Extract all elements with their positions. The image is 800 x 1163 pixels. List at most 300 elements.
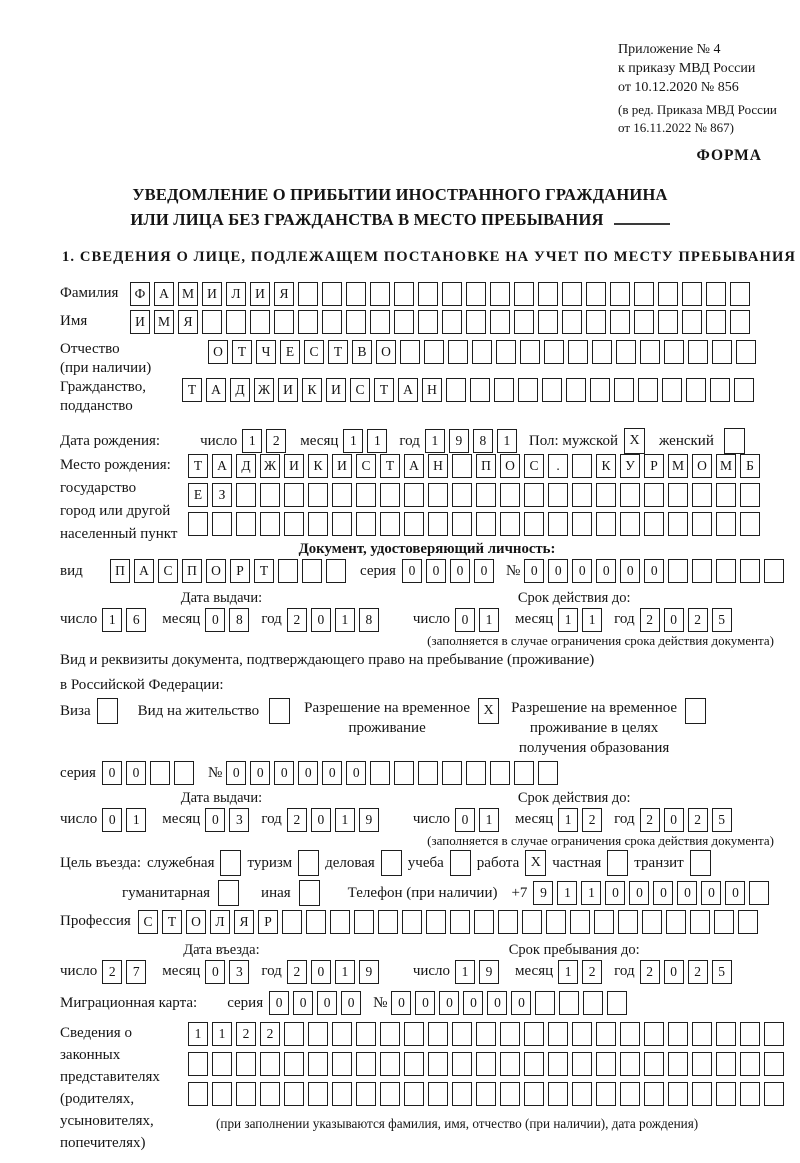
char-box: 7 xyxy=(126,960,146,984)
char-box: Р xyxy=(230,559,250,583)
char-box xyxy=(586,282,606,306)
char-box xyxy=(448,340,468,364)
char-box xyxy=(559,991,579,1015)
char-box: 2 xyxy=(688,960,708,984)
char-box xyxy=(282,910,302,934)
char-box xyxy=(476,1052,496,1076)
char-box xyxy=(610,282,630,306)
char-box xyxy=(202,310,222,334)
char-box xyxy=(682,310,702,334)
representatives-label: Сведения о законных представителях (родителях, усыновителях, попечителях) xyxy=(60,1025,160,1151)
stay-doc-line2: в Российской Федерации: xyxy=(60,677,224,693)
char-box xyxy=(424,340,444,364)
char-box xyxy=(496,340,516,364)
char-box xyxy=(380,483,400,507)
char-box xyxy=(734,378,754,402)
char-box: 1 xyxy=(126,808,146,832)
char-box: 1 xyxy=(335,808,355,832)
day-label: число xyxy=(412,811,451,827)
year-label: год xyxy=(261,611,282,627)
char-box: Н xyxy=(428,454,448,478)
char-box xyxy=(572,512,592,536)
char-box: Ф xyxy=(130,282,150,306)
char-box xyxy=(706,310,726,334)
char-box: У xyxy=(620,454,640,478)
char-box: 0 xyxy=(572,559,592,583)
identity-issue-month-boxes xyxy=(205,608,253,632)
char-box: Т xyxy=(328,340,348,364)
char-box: 2 xyxy=(640,960,660,984)
char-box: С xyxy=(138,910,158,934)
purpose-extra-row xyxy=(60,880,794,906)
char-box xyxy=(356,512,376,536)
char-box: А xyxy=(404,454,424,478)
stay-doc-issue-month-boxes xyxy=(205,808,253,832)
identity-doc-type-label: вид xyxy=(60,562,83,579)
identity-issue-day-boxes xyxy=(102,608,150,632)
patronymic-label-line2: (при наличии) xyxy=(60,360,152,376)
char-box xyxy=(764,559,784,583)
stay-doc-series-boxes xyxy=(102,761,198,785)
char-box xyxy=(740,512,760,536)
char-box xyxy=(644,512,664,536)
appendix-line: Приложение № 4 xyxy=(618,42,721,57)
stay-doc-series-row xyxy=(60,760,794,786)
char-box xyxy=(546,910,566,934)
char-box xyxy=(566,378,586,402)
temp-residence-label: Разрешение на временное проживание xyxy=(304,700,471,736)
char-box: Р xyxy=(644,454,664,478)
char-box xyxy=(498,910,518,934)
char-box xyxy=(250,310,270,334)
char-box xyxy=(428,1082,448,1106)
day-label: число xyxy=(60,963,98,979)
char-box xyxy=(322,310,342,334)
patronymic-label-line1: Отчество xyxy=(60,341,120,357)
char-box xyxy=(418,761,438,785)
char-box xyxy=(740,483,760,507)
char-box xyxy=(548,1052,568,1076)
char-box xyxy=(716,512,736,536)
char-box xyxy=(428,1052,448,1076)
male-checkbox: X xyxy=(624,428,645,454)
char-box xyxy=(446,378,466,402)
char-box: 0 xyxy=(311,808,331,832)
char-box: О xyxy=(206,559,226,583)
phone-boxes xyxy=(533,881,773,905)
char-box xyxy=(212,1052,232,1076)
identity-doc-number-boxes xyxy=(524,559,788,583)
char-box: 0 xyxy=(677,881,697,905)
char-box xyxy=(596,483,616,507)
entry-date xyxy=(60,942,383,984)
year-label: год xyxy=(614,811,635,827)
char-box xyxy=(668,1082,688,1106)
migration-card-row xyxy=(60,990,794,1016)
profession-label: Профессия xyxy=(60,913,131,929)
char-box xyxy=(572,483,592,507)
stay-doc-issue-year-boxes xyxy=(287,808,383,832)
char-box: Е xyxy=(188,483,208,507)
birth-place-boxes-row2 xyxy=(188,483,764,507)
char-box: О xyxy=(500,454,520,478)
revision-line: от 16.11.2022 № 867) xyxy=(618,120,735,135)
char-box xyxy=(188,1052,208,1076)
char-box: И xyxy=(278,378,298,402)
birth-place-row xyxy=(60,454,794,542)
char-box: Б xyxy=(740,454,760,478)
birth-place-label-line2: государство xyxy=(60,480,137,496)
char-box: 2 xyxy=(287,808,307,832)
representatives-boxes-row3 xyxy=(188,1082,788,1106)
char-box: 2 xyxy=(266,429,286,453)
char-box xyxy=(428,1022,448,1046)
temp-residence-education-label: Разрешение на временное проживание в целях получения образования xyxy=(511,700,678,756)
char-box: 1 xyxy=(188,1022,208,1046)
char-box xyxy=(716,1022,736,1046)
temp-residence-education-checkbox xyxy=(685,698,706,724)
char-box: 0 xyxy=(455,808,475,832)
char-box: 0 xyxy=(644,559,664,583)
residence-permit-checkbox xyxy=(269,698,290,724)
char-box xyxy=(394,310,414,334)
title-blank-line xyxy=(614,210,670,225)
char-box: 0 xyxy=(311,608,331,632)
purpose-private-label: частная xyxy=(552,854,602,871)
char-box: 0 xyxy=(548,559,568,583)
birth-month-boxes xyxy=(343,429,391,453)
char-box: 1 xyxy=(479,808,499,832)
char-box xyxy=(710,378,730,402)
citizenship-label-line2: подданство xyxy=(60,398,133,414)
char-box xyxy=(572,1052,592,1076)
char-box: 9 xyxy=(533,881,553,905)
char-box: Я xyxy=(234,910,254,934)
char-box xyxy=(664,340,684,364)
identity-valid-year-boxes xyxy=(640,608,736,632)
char-box: 0 xyxy=(322,761,342,785)
char-box: С xyxy=(356,454,376,478)
stay-doc-valid-date xyxy=(413,790,736,832)
char-box xyxy=(568,340,588,364)
char-box: Т xyxy=(374,378,394,402)
migration-card-number-boxes xyxy=(391,991,631,1015)
char-box: 0 xyxy=(274,761,294,785)
representatives-note: (при заполнении указываются фамилия, имя, отчество (при наличии), дата рождения) xyxy=(216,1116,699,1131)
entry-year-boxes xyxy=(287,960,383,984)
char-box: 1 xyxy=(242,429,262,453)
month-label: месяц xyxy=(515,963,554,979)
char-box xyxy=(472,340,492,364)
char-box xyxy=(688,340,708,364)
char-box xyxy=(356,1082,376,1106)
char-box: . xyxy=(548,454,568,478)
char-box xyxy=(452,454,472,478)
char-box xyxy=(284,1052,304,1076)
char-box: 0 xyxy=(415,991,435,1015)
char-box: 2 xyxy=(640,808,660,832)
char-box: О xyxy=(692,454,712,478)
char-box: 0 xyxy=(293,991,313,1015)
birth-place-boxes-row1 xyxy=(188,454,764,478)
char-box xyxy=(490,761,510,785)
char-box xyxy=(740,1082,760,1106)
year-label: год xyxy=(614,611,635,627)
purpose-work-label: работа xyxy=(476,854,520,871)
char-box xyxy=(716,559,736,583)
number-label: № xyxy=(505,562,521,579)
char-box: 1 xyxy=(581,881,601,905)
char-box: Д xyxy=(236,454,256,478)
char-box: И xyxy=(326,378,346,402)
birth-place-label-line3: город или другой xyxy=(60,503,171,519)
char-box xyxy=(518,378,538,402)
char-box: 0 xyxy=(402,559,422,583)
identity-valid-month-boxes xyxy=(558,608,606,632)
char-box: Р xyxy=(258,910,278,934)
char-box xyxy=(306,910,326,934)
birth-date-label: Дата рождения: xyxy=(60,432,161,449)
char-box xyxy=(538,761,558,785)
char-box xyxy=(634,282,654,306)
char-box: 1 xyxy=(212,1022,232,1046)
char-box xyxy=(308,1082,328,1106)
char-box xyxy=(346,310,366,334)
surname-boxes xyxy=(130,282,754,306)
char-box xyxy=(476,1022,496,1046)
char-box: 2 xyxy=(287,960,307,984)
profession-boxes xyxy=(138,910,762,934)
number-label: № xyxy=(207,764,223,781)
char-box xyxy=(404,1022,424,1046)
form-title-line1: УВЕДОМЛЕНИЕ О ПРИБЫТИИ ИНОСТРАННОГО ГРАЖДАНИНА xyxy=(132,185,668,204)
month-label: месяц xyxy=(515,611,554,627)
char-box xyxy=(476,1082,496,1106)
char-box: 5 xyxy=(712,808,732,832)
char-box xyxy=(524,1082,544,1106)
entry-date-caption: Дата въезда: xyxy=(183,942,260,958)
valid-date-caption: Срок действия до: xyxy=(517,790,631,806)
given-name-label: Имя xyxy=(60,313,88,329)
char-box xyxy=(586,310,606,334)
char-box xyxy=(607,991,627,1015)
char-box: 1 xyxy=(367,429,387,453)
char-box xyxy=(692,1022,712,1046)
char-box: О xyxy=(208,340,228,364)
char-box: 2 xyxy=(102,960,122,984)
char-box: 2 xyxy=(236,1022,256,1046)
char-box xyxy=(404,1082,424,1106)
char-box xyxy=(260,512,280,536)
char-box xyxy=(644,1052,664,1076)
char-box xyxy=(638,378,658,402)
char-box: 0 xyxy=(250,761,270,785)
char-box xyxy=(668,1022,688,1046)
month-label: месяц xyxy=(162,811,201,827)
char-box xyxy=(466,310,486,334)
char-box: 0 xyxy=(455,608,475,632)
char-box xyxy=(308,483,328,507)
birth-place-label-line4: населенный пункт xyxy=(60,526,178,542)
visa-label: Виза xyxy=(60,702,91,719)
char-box: 0 xyxy=(298,761,318,785)
char-box: 9 xyxy=(359,808,379,832)
char-box: Ж xyxy=(254,378,274,402)
char-box: К xyxy=(308,454,328,478)
temp-residence-option xyxy=(304,698,499,738)
char-box: 2 xyxy=(260,1022,280,1046)
char-box xyxy=(260,483,280,507)
char-box xyxy=(442,282,462,306)
char-box xyxy=(662,378,682,402)
char-box xyxy=(356,483,376,507)
char-box xyxy=(596,1022,616,1046)
series-label: серия xyxy=(360,562,396,579)
temp-residence-education-option xyxy=(511,698,706,758)
birth-place-label xyxy=(60,454,188,546)
char-box: М xyxy=(154,310,174,334)
char-box: Ч xyxy=(256,340,276,364)
purpose-study-checkbox xyxy=(450,850,471,876)
char-box xyxy=(668,512,688,536)
char-box: 0 xyxy=(664,960,684,984)
citizenship-boxes xyxy=(182,378,758,402)
stay-until-month-boxes xyxy=(558,960,606,984)
char-box: К xyxy=(596,454,616,478)
month-label: месяц xyxy=(515,811,554,827)
char-box: И xyxy=(130,310,150,334)
char-box: 2 xyxy=(582,808,602,832)
char-box xyxy=(592,340,612,364)
char-box xyxy=(212,1082,232,1106)
year-label: год xyxy=(614,963,635,979)
char-box: И xyxy=(202,282,222,306)
char-box xyxy=(370,761,390,785)
char-box: 8 xyxy=(359,608,379,632)
surname-row xyxy=(60,282,794,306)
phone-prefix: +7 xyxy=(511,884,528,901)
stay-doc-number-boxes xyxy=(226,761,562,785)
char-box: 0 xyxy=(664,608,684,632)
char-box xyxy=(740,1052,760,1076)
char-box xyxy=(514,761,534,785)
char-box: 1 xyxy=(335,960,355,984)
char-box xyxy=(500,1082,520,1106)
char-box xyxy=(428,512,448,536)
number-label: № xyxy=(373,994,388,1011)
char-box xyxy=(618,910,638,934)
char-box: П xyxy=(182,559,202,583)
char-box xyxy=(402,910,422,934)
char-box xyxy=(442,761,462,785)
char-box xyxy=(730,282,750,306)
entry-month-boxes xyxy=(205,960,253,984)
identity-valid-day-boxes xyxy=(455,608,503,632)
entry-day-boxes xyxy=(102,960,150,984)
char-box xyxy=(308,1052,328,1076)
char-box xyxy=(548,1082,568,1106)
char-box: 0 xyxy=(605,881,625,905)
char-box: 0 xyxy=(620,559,640,583)
char-box: Т xyxy=(188,454,208,478)
char-box: 3 xyxy=(229,960,249,984)
char-box xyxy=(418,282,438,306)
char-box: 0 xyxy=(205,960,225,984)
char-box: 1 xyxy=(425,429,445,453)
stay-doc-valid-day-boxes xyxy=(455,808,503,832)
purpose-work-checkbox: X xyxy=(525,850,546,876)
char-box xyxy=(452,1082,472,1106)
char-box xyxy=(712,340,732,364)
char-box xyxy=(562,282,582,306)
char-box: В xyxy=(352,340,372,364)
char-box: 0 xyxy=(341,991,361,1015)
char-box xyxy=(174,761,194,785)
char-box xyxy=(500,1022,520,1046)
citizenship-label xyxy=(60,378,182,416)
char-box: 9 xyxy=(359,960,379,984)
char-box xyxy=(490,282,510,306)
char-box xyxy=(614,378,634,402)
char-box: 8 xyxy=(229,608,249,632)
char-box: М xyxy=(716,454,736,478)
char-box xyxy=(346,282,366,306)
char-box xyxy=(583,991,603,1015)
char-box xyxy=(548,1022,568,1046)
purpose-humanitarian-checkbox xyxy=(218,880,239,906)
char-box: 0 xyxy=(653,881,673,905)
char-box: 0 xyxy=(126,761,146,785)
char-box xyxy=(692,559,712,583)
char-box xyxy=(640,340,660,364)
identity-doc-issue-date xyxy=(60,590,383,632)
char-box xyxy=(544,340,564,364)
char-box: М xyxy=(178,282,198,306)
char-box xyxy=(466,761,486,785)
char-box xyxy=(538,310,558,334)
char-box xyxy=(400,340,420,364)
char-box xyxy=(212,512,232,536)
female-checkbox xyxy=(724,428,745,454)
char-box xyxy=(298,310,318,334)
char-box: 0 xyxy=(629,881,649,905)
year-label: год xyxy=(261,963,282,979)
char-box: 0 xyxy=(487,991,507,1015)
char-box: П xyxy=(110,559,130,583)
stay-until-year-boxes xyxy=(640,960,736,984)
char-box: 0 xyxy=(102,761,122,785)
char-box xyxy=(716,1082,736,1106)
representatives-row xyxy=(60,1022,794,1154)
series-label: серия xyxy=(60,764,96,781)
char-box: 0 xyxy=(102,808,122,832)
representatives-box-rows xyxy=(188,1022,788,1132)
visa-checkbox xyxy=(97,698,118,724)
char-box xyxy=(404,1052,424,1076)
char-box: 2 xyxy=(688,808,708,832)
char-box: 2 xyxy=(640,608,660,632)
sex-female-label: женский xyxy=(659,432,714,449)
char-box: 1 xyxy=(497,429,517,453)
char-box xyxy=(476,512,496,536)
form-title-line2-text: ИЛИ ЛИЦА БЕЗ ГРАЖДАНСТВА В МЕСТО ПРЕБЫВАНИЯ xyxy=(130,210,604,229)
char-box xyxy=(330,910,350,934)
char-box: С xyxy=(524,454,544,478)
char-box xyxy=(298,282,318,306)
char-box: 0 xyxy=(664,808,684,832)
char-box xyxy=(620,1052,640,1076)
char-box xyxy=(620,512,640,536)
